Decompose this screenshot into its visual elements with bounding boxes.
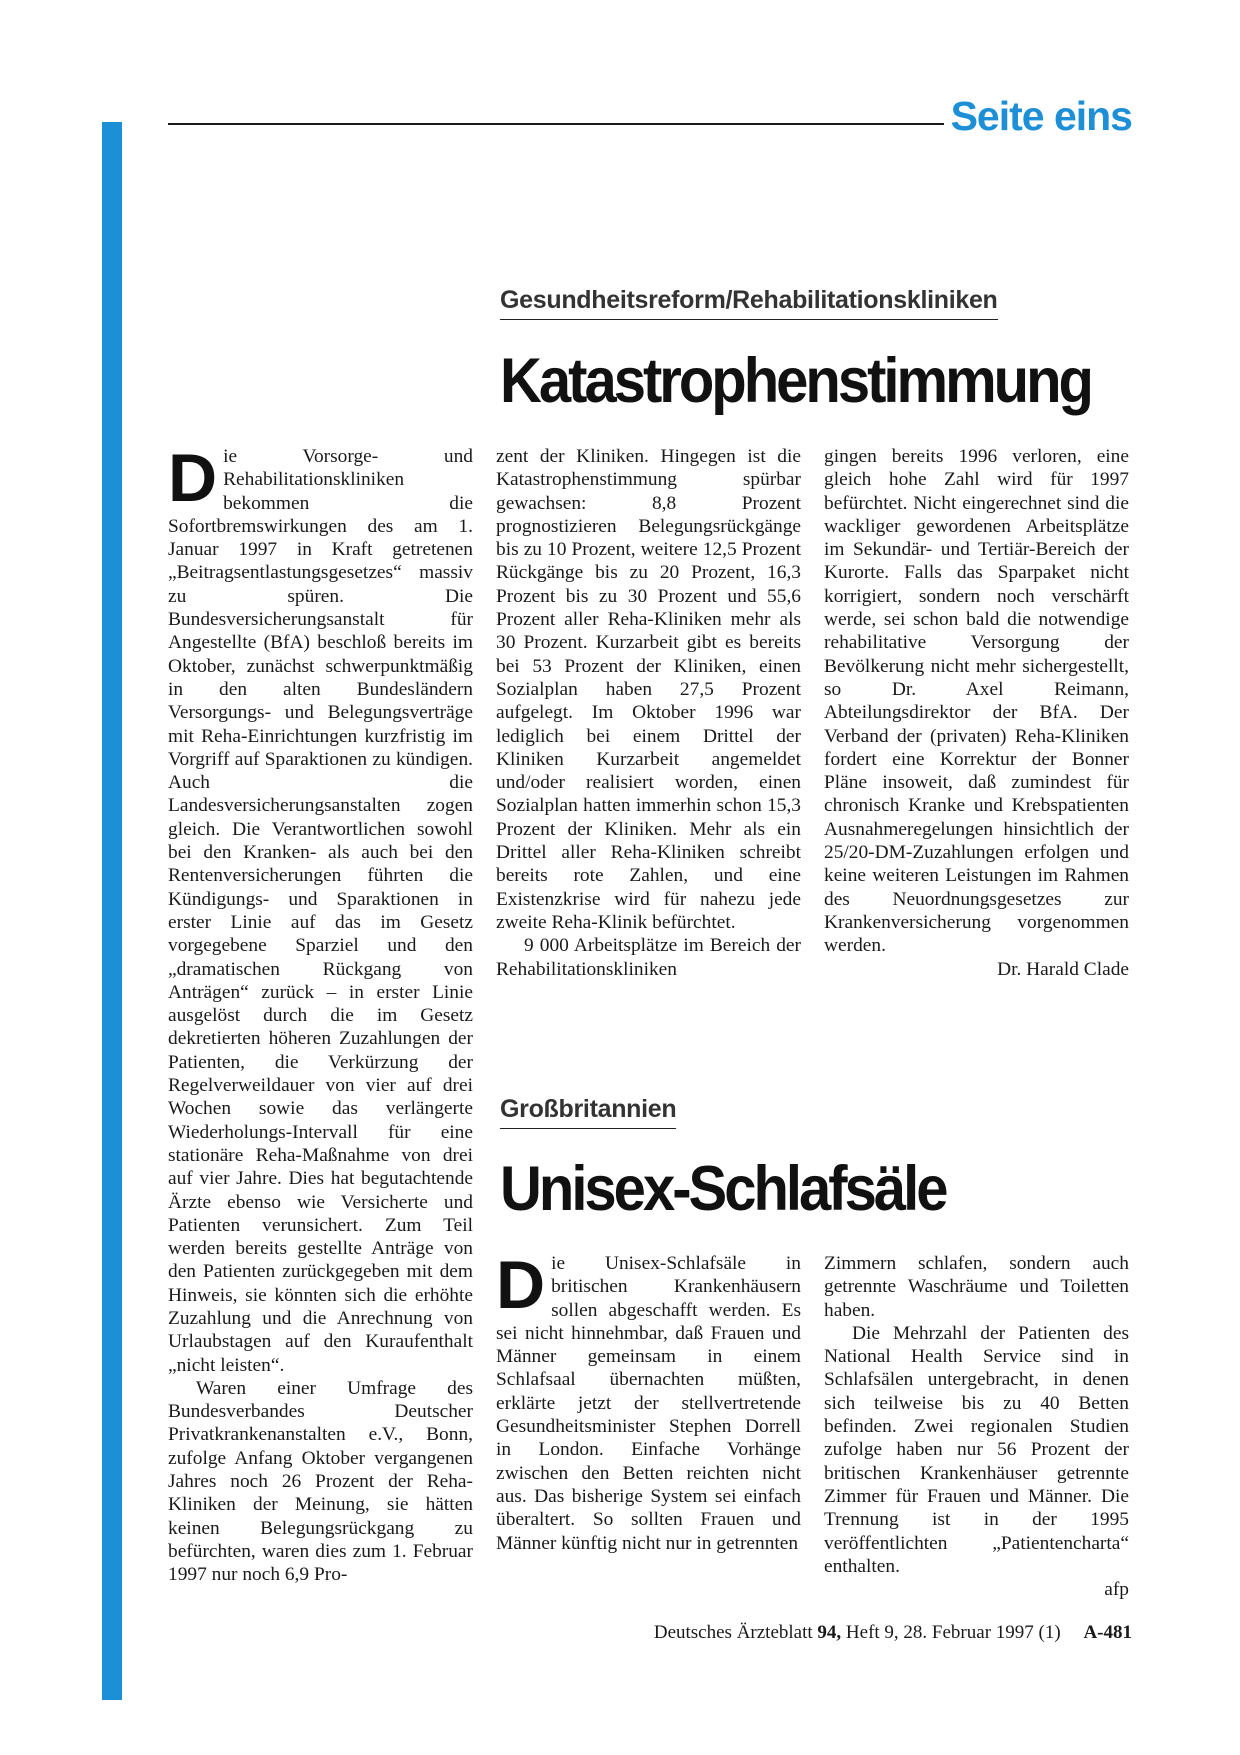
article2-column-2 [824,1252,1129,1601]
article1-kicker: Gesundheitsreform/Rehabilitationskliniken [500,288,998,320]
article2-author: afp [1104,1579,1129,1601]
article2-paragraph [496,1247,801,1555]
article1-author: Dr. Harald Clade [997,958,1129,980]
article1-paragraph: gingen bereits 1996 verloren, eine gleich hohe Zahl wird für 1997 befürchtet. Nicht eingerechnet sind die wackliger gewordenen Arbeitsplätze im Sekundär- und Tertiär-Bereich der Kurorte. Falls das Sparpaket nicht korrigiert, sondern noch verschärft werde, sei schon bald die notwendige rehabilitative Versorgung der Bevölkerung nicht mehr sichergestellt, so Dr. Axel Reimann, Abteilungsdirektor der BfA. Der Verband der (privaten) Reha-Kliniken fordert eine Korrektur der Bonner Pläne insoweit, daß zumindest für chronisch Kranke und Krebspatienten Ausnahmeregelungen hinsichtlich der 25/20-DM-Zuzahlungen erfolgen und keine weiteren Leistungen im Rahmen des Neuordnungsgesetzes zur Krankenversicherung vorgenommen werden. [824,446,1129,957]
dropcap: D [496,1247,546,1323]
article1-paragraph: zent der Kliniken. Hingegen ist die Katastrophenstimmung spürbar gewachsen: 8,8 Prozent prognostizieren Belegungsrückgänge bis zu 10 Prozent, weitere 12,5 Prozent Rückgänge bis zu 20 Prozent, 16,3 Prozent bis zu 30 Prozent und 55,6 Prozent aller Reha-Kliniken mehr als 30 Prozent. Kurzarbeit gibt es bereits bei 53 Prozent der Kliniken, einen Sozialplan haben 27,5 Prozent aufgelegt. Im Oktober 1996 war lediglich bei einem Drittel der Kliniken Kurzarbeit angemeldet und/oder realisiert worden, einen Sozialplan hatten immerhin schon 15,3 Prozent der Kliniken. Mehr als ein Drittel aller Reha-Kliniken schreibt bereits rote Zahlen, und eine Existenzkrise wird für nahezu jede zweite Reha-Klinik befürchtet. [496,446,801,933]
article1-column-3 [824,445,1129,981]
article2-headline: Unisex-Schlafsäle [500,1153,946,1224]
article1-paragraph: 9 000 Arbeitsplätze im Bereich der Rehabilitationskliniken [496,935,801,980]
article1-column-1 [168,440,473,1587]
dropcap: D [168,440,218,516]
journal-volume: 94, [817,1622,842,1643]
article1-paragraph [168,440,473,1377]
article1-column-2 [496,445,801,981]
article2-paragraph: Zimmern schlafen, sondern auch getrennte Waschräume und Toiletten haben. [824,1253,1129,1321]
paragraph-text: ie Vorsorge- und Rehabilitationskliniken bekommen die Sofortbremswirkungen des am 1. Januar 1997 in Kraft getretenen „Beitragsentlastungsgesetzes“ massiv zu spüren. Die Bundesversicherungsanstalt für Angestellte (BfA) beschloß bereits im Oktober, zunächst schwerpunktmäßig in den alten Bundesländern Versorgungs- und Belegungsverträge mit Reha-Einrichtungen kurzfristig im Vorgriff auf Sparaktionen zu kündigen. Auch die Landesversicherungsanstalten zogen gleich. Die Verantwortlichen sowohl bei den Kranken- als auch bei den Rentenversicherungen führten die Kündigungs- und Sparaktionen in erster Linie auf das im Gesetz vorgegebene Sparziel und den „dramatischen Rückgang von Anträgen“ zurück – in erster Linie ausgelöst durch die im Gesetz dekretierten höheren Zuzahlungen der Patienten, die Verkürzung der Regelverweildauer von vier auf drei Wochen sowie das verlängerte Wiederholungs-Intervall für eine stationäre Reha-Maßnahme von drei auf vier Jahre. Dies hat begutachtende Ärzte ebenso wie Versicherte und Patienten verunsichert. Zum Teil werden bereits gestellte Anträge von den Patienten zurückgegeben mit dem Hinweis, sie könnten sich die erhöhte Zuzahlung und die Anrechnung von Urlaubstagen auf den Kuraufenthalt „nicht leisten“. [168,446,473,1376]
journal-issue: Heft 9, 28. Februar 1997 (1) [845,1622,1061,1643]
page-number: A-481 [1083,1622,1132,1643]
section-label: Seite eins [950,93,1132,139]
paragraph-text: ie Unisex-Schlafsäle in britischen Krankenhäusern sollen abgeschafft werden. Es sei nicht hinnehmbar, daß Frauen und Männer gemeinsam in einem Schlafsaal übernachten müßten, erklärte jetzt der stellvertretende Gesundheitsminister Stephen Dorrell in London. Einfache Vorhänge zwischen den Betten reichten nicht aus. Das bisherige System sei einfach überaltert. So sollten Frauen und Männer künftig nicht nur in getrennten [496,1253,801,1554]
article2-paragraph: Die Mehrzahl der Patienten des National Health Service sind in Schlafsälen untergebracht, in denen sich teilweise bis zu 40 Betten befinden. Zwei regionalen Studien zufolge haben nur 56 Prozent der britischen Krankenhäuser getrennte Zimmer für Frauen und Männer. Die Trennung ist in der 1995 veröffentlichten „Patientencharta“ enthalten. [824,1322,1129,1577]
article2-column-1 [496,1247,801,1555]
article1-paragraph: Waren einer Umfrage des Bundesverbandes Deutscher Privatkrankenanstalten e.V., Bonn, zufolge Anfang Oktober vergangenen Jahres noch 26 Prozent der Reha-Kliniken der Meinung, sie hätten keinen Belegungsrückgang zu befürchten, waren dies zum 1. Februar 1997 nur noch 6,9 Pro- [168,1377,473,1586]
accent-side-bar [102,122,122,1700]
header-rule [168,123,944,125]
page-footer [654,1622,1132,1644]
article1-headline: Katastrophenstimmung [500,345,1091,416]
article2-kicker: Großbritannien [500,1097,676,1129]
journal-name: Deutsches Ärzteblatt [653,1622,813,1643]
